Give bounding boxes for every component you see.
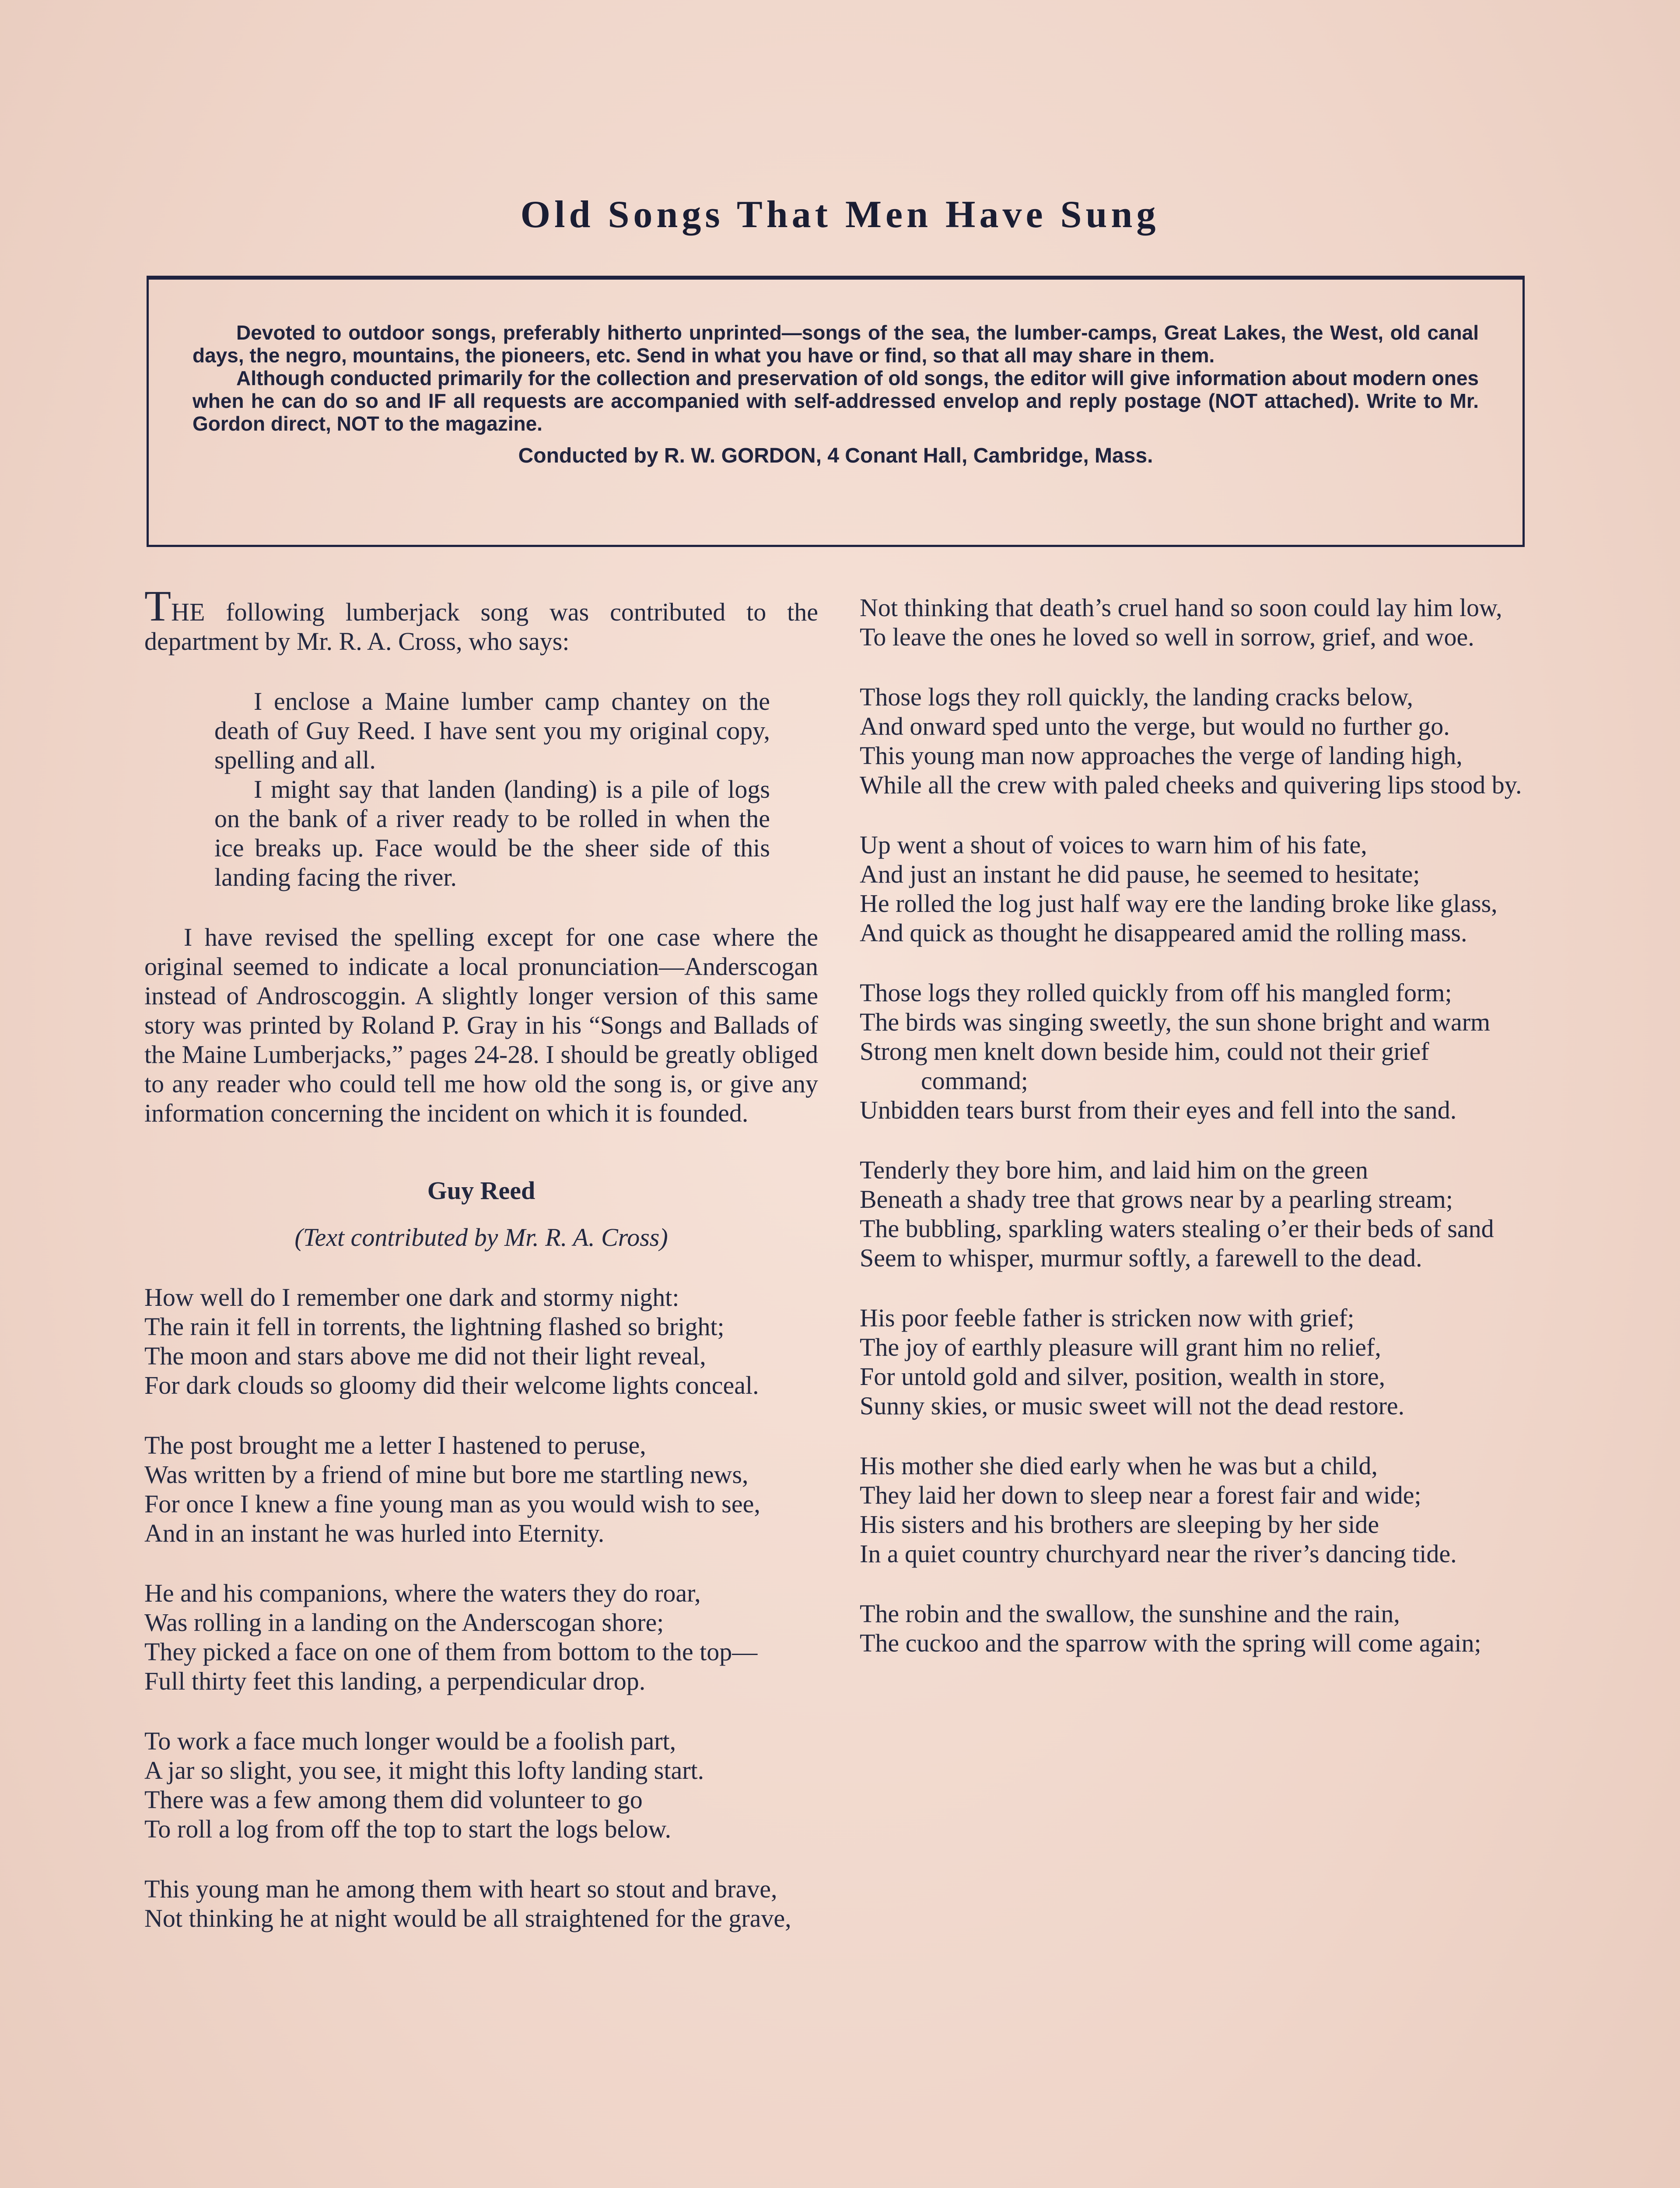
verse-line: The cuckoo and the sparrow with the spring will come again; (860, 1629, 1481, 1657)
intro-text: HE following lumberjack song was contributed to the department by Mr. R. A. Cross, who says: (144, 598, 818, 656)
verse-line: A jar so slight, you see, it might this lofty landing start. (144, 1756, 704, 1785)
right-stanzas (860, 593, 1533, 1658)
stanza (144, 1431, 818, 1548)
verse-line: For dark clouds so gloomy did their welcome lights conceal. (144, 1371, 759, 1399)
stanza (144, 1726, 818, 1844)
verse-line: Beneath a shady tree that grows near by a pearling stream; (860, 1185, 1453, 1213)
editor-note: I have revised the spelling except for one case where the original seemed to indicate a local pronunciation—Anderscogan instead of Androscoggin. A slightly longer version of this same story was printed by Roland P. Gray in his “Songs and Ballads of the Maine Lumberjacks,” pages 24-28. I should be greatly obliged to any reader who could tell me how old the song is, or give any information concerning the incident on which it is founded. (144, 923, 818, 1127)
verse-line: How well do I remember one dark and stormy night: (144, 1283, 679, 1311)
verse-line: Unbidden tears burst from their eyes and fell into the sand. (860, 1096, 1457, 1124)
verse-line: This young man now approaches the verge of landing high, (860, 741, 1463, 770)
verse-line: This young man he among them with heart so stout and brave, (144, 1875, 777, 1903)
stanza (860, 1303, 1533, 1420)
verse-line: He and his companions, where the waters they do roar, (144, 1579, 701, 1607)
stanza (144, 1578, 818, 1696)
verse-line: Those logs they roll quickly, the landing cracks below, (860, 683, 1413, 711)
stanza (860, 682, 1533, 799)
left-column (144, 582, 818, 1933)
verse-line: The moon and stars above me did not their light reveal, (144, 1342, 706, 1370)
page-title: Old Songs That Men Have Sung (520, 193, 1160, 236)
verse-line: The birds was singing sweetly, the sun shone bright and warm (860, 1008, 1491, 1036)
verse-line: To roll a log from off the top to start the logs below. (144, 1815, 672, 1843)
contributor-quote (214, 687, 770, 892)
verse-line: Not thinking he at night would be all straightened for the grave, (144, 1904, 791, 1932)
verse-line: For untold gold and silver, position, wealth in store, (860, 1362, 1386, 1391)
stanza (144, 1283, 818, 1400)
verse-line: And in an instant he was hurled into Eternity. (144, 1519, 605, 1547)
stanza (860, 1599, 1533, 1658)
verse-line: And onward sped unto the verge, but would no further go. (860, 712, 1450, 740)
verse-line: For once I knew a fine young man as you would wish to see, (144, 1490, 760, 1518)
verse-line: To leave the ones he loved so well in sorrow, grief, and woe. (860, 623, 1474, 651)
verse-line: Not thinking that death’s cruel hand so soon could lay him low, (860, 593, 1502, 622)
verse-line: To work a face much longer would be a foolish part, (144, 1727, 676, 1755)
drop-cap: T (144, 582, 172, 630)
verse-line: Sunny skies, or music sweet will not the dead restore. (860, 1392, 1405, 1420)
verse-line: The robin and the swallow, the sunshine and the rain, (860, 1599, 1400, 1628)
verse-line: And just an instant he did pause, he seemed to hesitate; (860, 860, 1420, 888)
song-credit: (Text contributed by Mr. R. A. Cross) (294, 1223, 668, 1252)
stanza (860, 830, 1533, 947)
verse-line: There was a few among them did volunteer to go (144, 1785, 643, 1814)
verse-line: While all the crew with paled cheeks and quivering lips stood by. (860, 771, 1522, 799)
verse-line: They picked a face on one of them from bottom to the top— (144, 1637, 758, 1666)
stanza (860, 1155, 1533, 1273)
verse-line: In a quiet country churchyard near the river’s dancing tide. (860, 1539, 1457, 1568)
quote-paragraph-2: I might say that landen (landing) is a pile of logs on the bank of a river ready to be rolled in when the ice breaks up. Face would be the sheer side of this landing facing the river. (214, 775, 770, 891)
quote-paragraph-1: I enclose a Maine lumber camp chantey on the death of Guy Reed. I have sent you my original copy, spelling and all. (214, 687, 770, 774)
notice-paragraph-1: Devoted to outdoor songs, preferably hitherto unprinted—songs of the sea, the lumber-camps, Great Lakes, the West, old canal days, the negro, mountains, the pioneers, etc. Send in what you have or find, so that all may share in them. (192, 321, 1479, 367)
verse-line: His sisters and his brothers are sleeping by her side (860, 1510, 1379, 1539)
verse-line: His mother she died early when he was but a child, (860, 1452, 1378, 1480)
verse-line: Was written by a friend of mine but bore me startling news, (144, 1460, 749, 1489)
verse-line: The post brought me a letter I hastened to peruse, (144, 1431, 646, 1459)
verse-line: They laid her down to sleep near a forest fair and wide; (860, 1481, 1421, 1509)
verse-line: Tenderly they bore him, and laid him on the green (860, 1156, 1368, 1184)
verse-line: Strong men knelt down beside him, could not their grief command; (860, 1037, 1429, 1095)
verse-line: Those logs they rolled quickly from off his mangled form; (860, 978, 1452, 1007)
department-notice-box (147, 276, 1525, 547)
stanza (860, 1451, 1533, 1568)
stanza (144, 1874, 818, 1933)
verse-line: Up went a shout of voices to warn him of his fate, (860, 831, 1367, 859)
verse-line: He rolled the log just half way ere the landing broke like glass, (860, 889, 1498, 918)
stanza (860, 978, 1533, 1125)
verse-line: The rain it fell in torrents, the lightning flashed so bright; (144, 1312, 724, 1341)
verse-line: Seem to whisper, murmur softly, a farewell to the dead. (860, 1244, 1422, 1272)
stanza (860, 593, 1533, 652)
verse-line: His poor feeble father is stricken now with grief; (860, 1304, 1354, 1332)
verse-line: And quick as thought he disappeared amid the rolling mass. (860, 919, 1467, 947)
song-title: Guy Reed (427, 1176, 536, 1205)
right-column (860, 593, 1533, 1658)
verse-line: The joy of earthly pleasure will grant him no relief, (860, 1333, 1381, 1361)
conducted-by-line: Conducted by R. W. GORDON, 4 Conant Hall, Cambridge, Mass. (518, 444, 1153, 467)
verse-line: Was rolling in a landing on the Anderscogan shore; (144, 1608, 664, 1637)
notice-paragraph-2: Although conducted primarily for the collection and preservation of old songs, the editor will give information about modern ones when he can do so and IF all requests are accompanied with self-addressed envelop and reply postage (NOT attached). Write to Mr. Gordon direct, NOT to the magazine. (192, 367, 1479, 435)
verse-line: The bubbling, sparkling waters stealing o’er their beds of sand (860, 1214, 1494, 1243)
verse-line: Full thirty feet this landing, a perpendicular drop. (144, 1667, 646, 1695)
left-stanzas (144, 1283, 818, 1933)
intro-paragraph (144, 582, 818, 656)
